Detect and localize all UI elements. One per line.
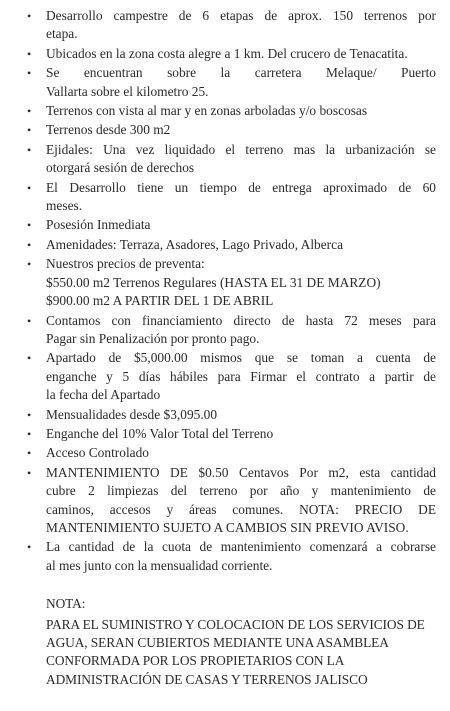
bullet-item <box>24 7 436 44</box>
bullet-text-line: Vallarta sobre el kilometro 25. <box>46 83 209 99</box>
bullet-text-line: Contamos con financiamiento directo de hasta 72 meses para <box>46 312 436 328</box>
nota-text-line: CONFORMADA POR LOS PROPIETARIOS CON LA <box>46 653 345 669</box>
bullet-text-line: La cantidad de la cuota de mantenimiento comenzará a cobrarse <box>46 539 436 555</box>
bullet-text-line: Terrenos desde 300 m2 <box>46 122 171 138</box>
nota-text-line: PARA EL SUMINISTRO Y COLOCACION DE LOS SERVICIOS DE <box>46 616 425 632</box>
bullet-item <box>24 444 436 462</box>
nota-text <box>46 616 436 690</box>
bullet-text-line: Se encuentran sobre la carretera Melaque/ Puerto <box>46 65 436 81</box>
bullet-icon: • <box>27 46 32 61</box>
bullet-icon: • <box>27 407 32 422</box>
bullet-text-line: El Desarrollo tiene un tiempo de entrega aproximado de 60 <box>46 179 436 195</box>
bullet-item <box>24 179 436 216</box>
bullet-text-line: meses. <box>46 198 83 214</box>
bullet-text-line: Mensualidades desde $3,095.00 <box>46 406 218 422</box>
bullet-text-line: Acceso Controlado <box>46 445 150 461</box>
bullet-item <box>24 406 436 424</box>
bullet-text-line: $900.00 m2 A PARTIR DEL 1 DE ABRIL <box>46 293 274 309</box>
bullet-text-line: al mes junto con la mensualidad corriente. <box>46 557 273 573</box>
bullet-item <box>24 312 436 349</box>
bullet-icon: • <box>27 142 32 157</box>
bullet-icon: • <box>27 180 32 195</box>
bullet-icon: • <box>27 218 32 233</box>
bullet-item <box>24 121 436 139</box>
bullet-item <box>24 141 436 178</box>
bullet-text-line: la fecha del Apartado <box>46 387 161 403</box>
bullet-text-line: caminos, accesos y áreas comunes. NOTA: PRECIO DE <box>46 501 436 517</box>
bullet-item <box>24 216 436 234</box>
bullet-icon: • <box>27 446 32 461</box>
bullet-item <box>24 45 436 63</box>
bullet-item <box>24 425 436 443</box>
bullet-icon: • <box>27 465 32 480</box>
bullet-text-line: otorgará sesión de derechos <box>46 160 195 176</box>
bullet-text-line: Posesión Inmediata <box>46 217 151 233</box>
bullet-text-line: etapa. <box>46 26 78 42</box>
bullet-icon: • <box>27 313 32 328</box>
bullet-text-line: Pagar sin Penalización por pronto pago. <box>46 330 260 346</box>
bullet-item <box>24 236 436 254</box>
bullet-text-line: Apartado de $5,000.00 mismos que se toman a cuenta de <box>46 350 436 366</box>
bullet-icon: • <box>27 123 32 138</box>
nota-section <box>24 595 436 689</box>
bullet-text-line: enganche y 5 días hábiles para Firmar el contrato a partir de <box>46 368 436 384</box>
bullet-icon: • <box>27 104 32 119</box>
bullet-item <box>24 538 436 575</box>
bullet-text-line: Terrenos con vista al mar y en zonas arboladas y/o boscosas <box>46 103 368 119</box>
bullet-item <box>24 102 436 120</box>
bullet-icon: • <box>27 9 32 23</box>
bullet-icon: • <box>27 237 32 252</box>
nota-title: NOTA: <box>46 596 86 612</box>
bullet-text-line: Ubicados en la zona costa alegre a 1 km. Del crucero de Tenacatita. <box>46 45 408 61</box>
bullet-text-line: Desarrollo campestre de 6 etapas de aprox. 150 terrenos por <box>46 8 436 23</box>
bullet-text-line: Enganche del 10% Valor Total del Terreno <box>46 425 274 441</box>
bullet-item <box>24 464 436 538</box>
bullet-icon: • <box>27 66 32 81</box>
bullet-item <box>24 255 436 310</box>
bullet-icon: • <box>27 426 32 441</box>
bullet-icon: • <box>27 351 32 366</box>
bullet-text-line: Amenidades: Terraza, Asadores, Lago Privado, Alberca <box>46 236 344 252</box>
nota-text-line: AGUA, SERAN CUBIERTOS MEDIANTE UNA ASAMBLEA <box>46 635 389 650</box>
feature-bullet-list <box>24 7 436 575</box>
bullet-text-line: Nuestros precios de preventa: <box>46 256 205 272</box>
bullet-item <box>24 349 436 404</box>
bullet-item <box>24 64 436 101</box>
nota-text-line: ADMINISTRACIÓN DE CASAS Y TERRENOS JALISCO <box>46 671 368 687</box>
bullet-icon: • <box>27 540 32 555</box>
bullet-text-line: MANTENIMIENTO DE $0.50 Centavos Por m2, esta cantidad <box>46 464 436 480</box>
bullet-text-line: cubre 2 limpiezas del terreno por año y mantenimiento de <box>46 483 436 499</box>
bullet-text-line: $550.00 m2 Terrenos Regulares (HASTA EL 31 DE MARZO) <box>46 274 381 290</box>
bullet-text-line: MANTENIMIENTO SUJETO A CAMBIOS SIN PREVIO AVISO. <box>46 519 409 535</box>
bullet-icon: • <box>27 257 32 272</box>
bullet-text-line: Ejidales: Una vez liquidado el terreno mas la urbanización se <box>46 141 436 157</box>
